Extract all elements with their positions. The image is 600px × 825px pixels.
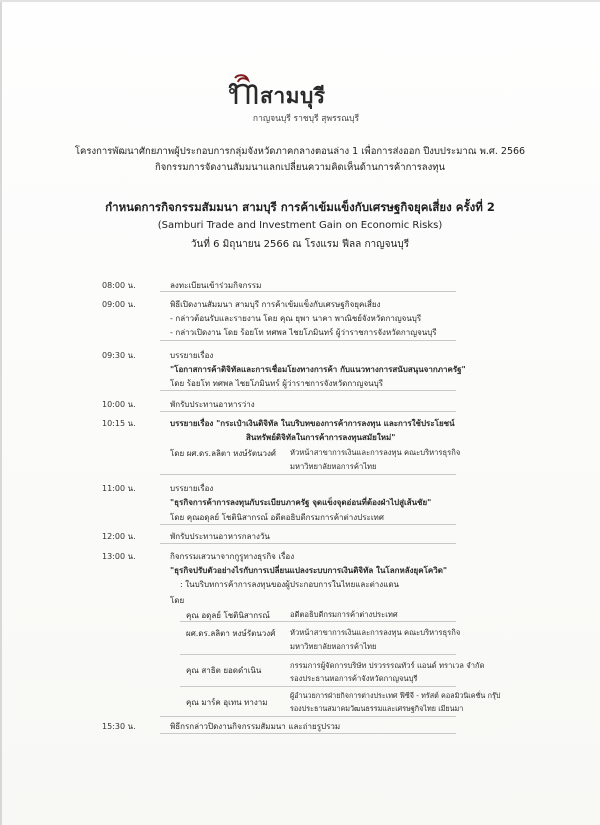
divider (180, 686, 456, 687)
panel-speaker-name: คุณ อดุลย์ โชตินิสากรณ์ (186, 611, 270, 620)
panel-speaker-position: หัวหน้าสาขาการเงินและการลงทุน คณะบริหารธุรกิจ (290, 628, 461, 637)
date-venue: วันที่ 6 มิถุนายน 2566 ณ โรงแรม ฟีลล กาญจนบุรี (190, 239, 410, 250)
agenda-line: - กล่าวเปิดงาน โดย ร้อยโท ทศพล ไชยโภมินทร์ ผู้ว่าราชการจังหวัดกาญจนบุรี (170, 328, 437, 337)
divider (160, 524, 456, 525)
agenda-topic: บรรยายเรื่อง "กระเป๋าเงินดิจิทัล ในบริบทของการค้าการลงทุน และการใช้ประโยชน์ (170, 419, 455, 428)
agenda-time: 12:00 น. (102, 532, 136, 541)
panel-speaker-position: อดีตอธิบดีกรมการค้าต่างประเทศ (290, 610, 398, 619)
divider (160, 411, 456, 412)
agenda-line: พักรับประทานอาหารกลางวัน (170, 532, 270, 541)
panel-speaker-position: ผู้อำนวยการฝ่ายกิจการต่างประเทศ ฟีซีจี - ทรัสต์ คอลมิวนิเคชั่น กรุ๊ป (290, 691, 501, 700)
agenda-time: 13:00 น. (102, 552, 136, 561)
divider (160, 340, 456, 341)
agenda-line: ลงทะเบียนเข้าร่วมกิจกรรม (170, 281, 262, 290)
agenda-topic: "โอกาสการค้าดิจิทัลและการเชื่อมโยงทางการค้า กับแนวทางการสนับสนุนจากภาครัฐ" (170, 365, 466, 374)
activity-line: กิจกรรมการจัดงานสัมมนาแลกเปลี่ยนความคิดเห็นด้านการค้าการลงทุน (154, 162, 446, 173)
panel-speaker-position: กรรมการผู้จัดการบริษัท ปรวรรรณทัวร์ แอนด์ ทราเวล จำกัด (290, 661, 485, 670)
agenda-line: พักรับประทานอาหารว่าง (170, 400, 255, 409)
agenda-line: พิธีเปิดงานสัมมนา สามบุรี การค้าเข้มแข็งกับเศรษฐกิจยุคเสี่ยง (170, 300, 381, 309)
logo-wordmark: สามบุรี (260, 84, 326, 108)
agenda-line: โดย ผศ.ดร.ลลิตา หงษ์รัตนวงศ์ (170, 449, 276, 458)
english-title: (Samburi Trade and Investment Gain on Economic Risks) (157, 220, 443, 231)
divider (160, 291, 456, 292)
panel-speaker-position: มหาวิทยาลัยหอการค้าไทย (290, 642, 377, 651)
divider (160, 390, 456, 391)
agenda-line: บรรยายเรื่อง (170, 351, 214, 360)
agenda-line: หัวหน้าสาขาการเงินและการลงทุน คณะบริหารธุรกิจ (290, 448, 461, 457)
agenda-topic: "ธุรกิจการค้าการลงทุนกับระเบียบภาครัฐ จุดแข็งจุดอ่อนที่ต้องฝ่าไปสู่เส้นชัย" (170, 498, 432, 507)
agenda-line: โดย (170, 596, 185, 605)
agenda-topic: สินทรัพย์ดิจิทัลในการค้าการลงทุนสมัยใหม่" (246, 433, 396, 442)
agenda-time: 11:00 น. (102, 484, 136, 493)
agenda-line: โดย ร้อยโท ทศพล ไชยโภมินทร์ ผู้ว่าราชการจังหวัดกาญจนบุรี (170, 379, 384, 388)
panel-speaker-name: คุณ มาร์ค อุเทน ทางาม (186, 698, 268, 707)
agenda-time: 09:00 น. (102, 300, 136, 309)
divider (160, 474, 456, 475)
agenda-time: 15:30 น. (102, 722, 136, 731)
panel-speaker-name: คุณ สาธิต ยอดดำเนิน (186, 666, 262, 675)
agenda-line: : ในบริบทการค้าการลงทุนของผู้ประกอบการในไทยและต่างแดน (180, 580, 400, 589)
agenda-line: พิธีกรกล่าวปิดงานกิจกรรมสัมมนา และถ่ายรูปรวม (170, 722, 341, 731)
panel-speaker-name: ผศ.ดร.ลลิตา หงษ์รัตนวงศ์ (186, 629, 276, 638)
agenda-line: มหาวิทยาลัยหอการค้าไทย (290, 462, 377, 471)
agenda-line: บรรยายเรื่อง (170, 484, 214, 493)
divider (160, 543, 456, 544)
agenda-time: 10:00 น. (102, 400, 136, 409)
logo-subtitle: กาญจนบุรี ราชบุรี สุพรรณบุรี (252, 114, 360, 124)
divider (160, 733, 456, 734)
agenda-line: โดย คุณอดุลย์ โชตินิสากรณ์ อดีตอธิบดีกรมการค้าต่างประเทศ (170, 513, 384, 522)
agenda-topic: "ธุรกิจปรับตัวอย่างไรกับการเปลี่ยนแปลงระบบการเงินดิจิทัล ในโลกหลังยุคโควิด" (170, 566, 448, 575)
agenda-time: 09:30 น. (102, 351, 136, 360)
panel-speaker-position: รองประธานหอการค้าจังหวัดกาญจนบุรี (290, 674, 418, 683)
divider (160, 716, 456, 717)
agenda-line: กิจกรรมเสวนาจากกูรูทางธุรกิจ เรื่อง (170, 552, 295, 561)
agenda-line: - กล่าวต้อนรับและรายงาน โดย คุณ ยุพา นาคา พาณิชย์จังหวัดกาญจนบุรี (170, 314, 422, 323)
project-line: โครงการพัฒนาศักยภาพผู้ประกอบการกลุ่มจังหวัดภาคกลางตอนล่าง 1 เพื่อการส่งออก ปีงบประมาณ พ.ศ. 2566 (74, 146, 526, 157)
agenda-time: 10:15 น. (102, 419, 136, 428)
divider (180, 654, 456, 655)
panel-speaker-position: รองประธานสมาคมวัฒนธรรมและเศรษฐกิจไทย เมียนมา (290, 704, 464, 713)
agenda-time: 08:00 น. (102, 281, 136, 290)
schedule-title: กำหนดการกิจกรรมสัมมนา สามบุรี การค้าเข้มแข็งกับเศรษฐกิจยุคเสี่ยง ครั้งที่ 2 (105, 200, 495, 214)
divider (180, 621, 456, 622)
